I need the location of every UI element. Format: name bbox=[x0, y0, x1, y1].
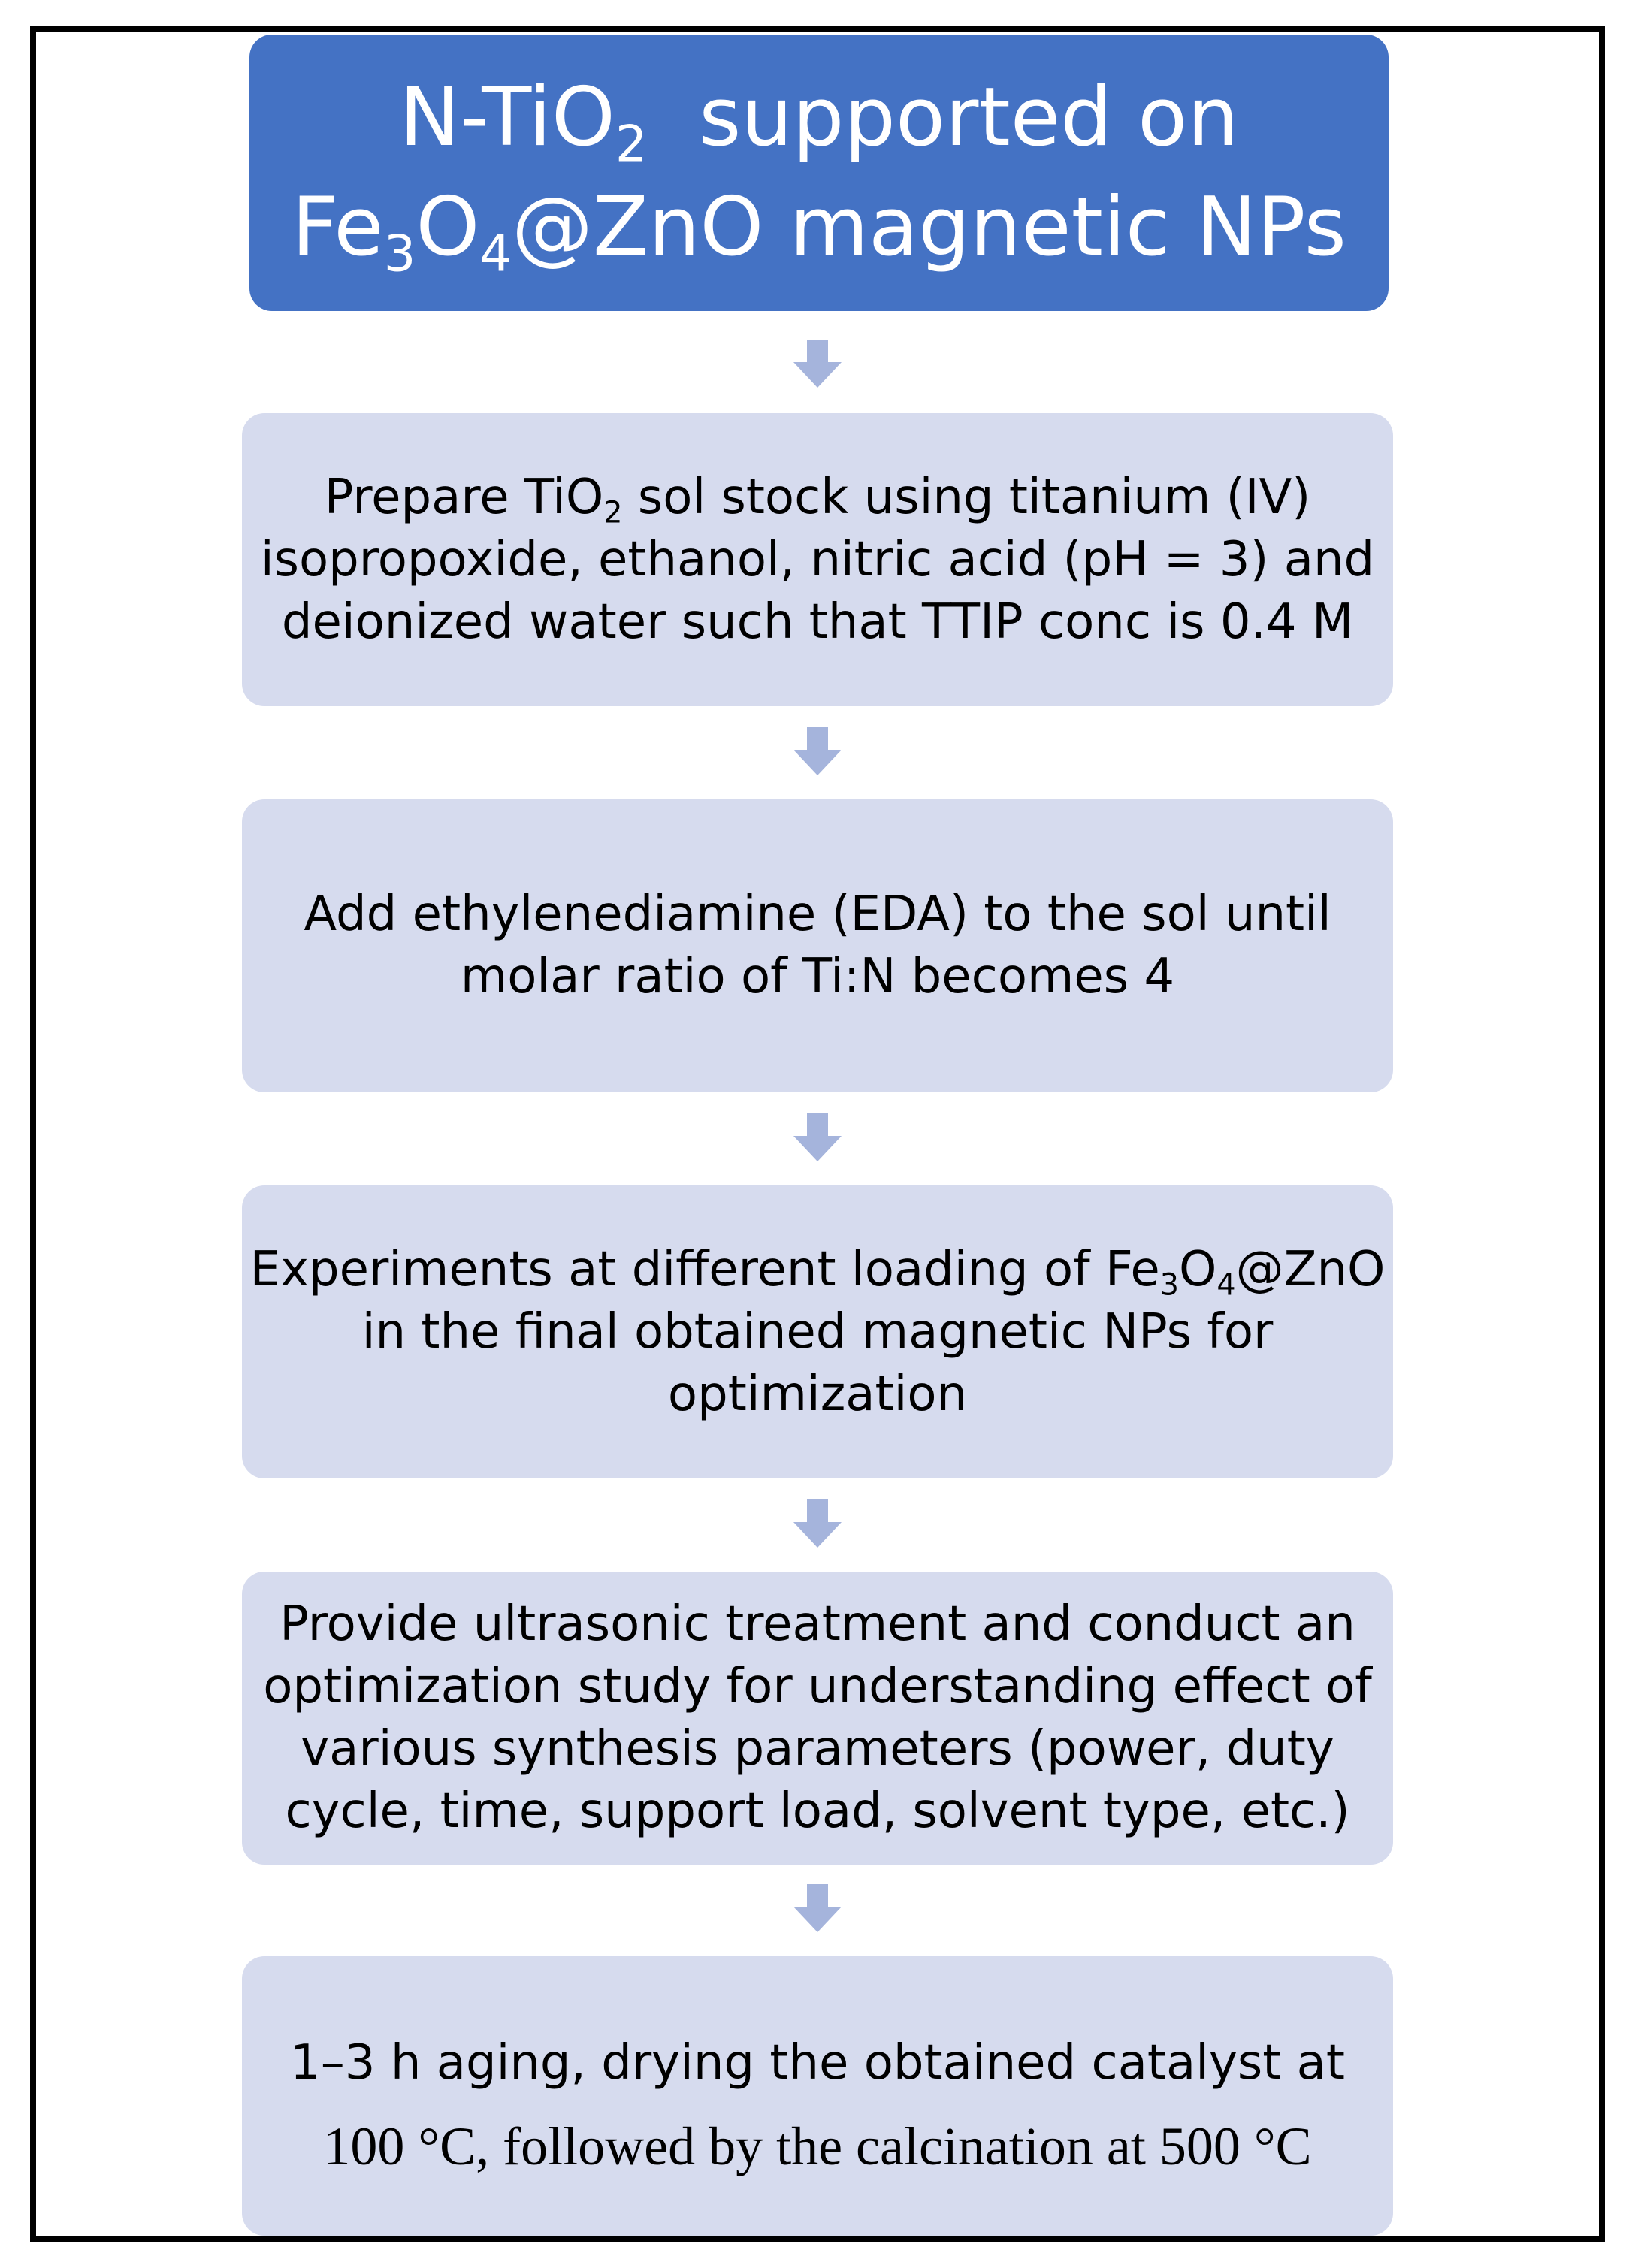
step-line: Experiments at different loading of Fe bbox=[249, 1241, 1160, 1297]
title-line2-part: O bbox=[416, 180, 480, 274]
step-text-2 bbox=[281, 883, 1353, 1008]
step-line: 1–3 h aging, drying the obtained catalyst at bbox=[290, 2035, 1345, 2091]
step-box-2 bbox=[242, 799, 1393, 1092]
title-line2-part: @ZnO magnetic NPs bbox=[511, 180, 1346, 274]
step-text-4 bbox=[240, 1593, 1394, 1843]
step-text-5 bbox=[267, 2024, 1368, 2191]
step-line: cycle, time, support load, solvent type, etc.) bbox=[285, 1783, 1350, 1839]
step-subscript: 4 bbox=[1216, 1267, 1236, 1303]
step-box-1 bbox=[242, 413, 1393, 706]
step-line: Prepare TiO bbox=[324, 469, 604, 525]
step-line: in the final obtained magnetic NPs for bbox=[361, 1303, 1274, 1360]
step-box-3 bbox=[242, 1185, 1393, 1478]
step-subscript: 2 bbox=[603, 495, 623, 530]
step-line: O bbox=[1178, 1241, 1217, 1297]
step-line: deionized water such that TTIP conc is 0.4 M bbox=[281, 593, 1354, 650]
title-text bbox=[292, 63, 1346, 282]
title-box bbox=[249, 35, 1389, 311]
title-subscript: 4 bbox=[479, 224, 512, 283]
step-line: various synthesis parameters (power, duty bbox=[301, 1721, 1334, 1777]
down-arrow-icon bbox=[793, 1499, 842, 1548]
step-line: @ZnO bbox=[1235, 1241, 1386, 1297]
step-line: Provide ultrasonic treatment and conduct an bbox=[280, 1596, 1355, 1652]
down-arrow-icon bbox=[793, 1884, 842, 1932]
step-text-3 bbox=[228, 1239, 1408, 1426]
title-line1-part: N-TiO bbox=[399, 71, 615, 165]
title-subscript: 2 bbox=[615, 114, 648, 174]
step-line: optimization study for understanding effect of bbox=[263, 1659, 1372, 1714]
down-arrow-icon bbox=[793, 340, 842, 388]
down-arrow-icon bbox=[793, 1113, 842, 1161]
step-text-1 bbox=[238, 467, 1397, 654]
step-line: optimization bbox=[667, 1366, 968, 1422]
title-subscript: 3 bbox=[383, 224, 416, 283]
down-arrow-icon bbox=[793, 727, 842, 775]
step-line: Add ethylenediamine (EDA) to the sol until bbox=[304, 886, 1331, 942]
step-line: sol stock using titanium (IV) bbox=[622, 469, 1311, 525]
title-line1-part: supported on bbox=[647, 71, 1239, 165]
step-box-5 bbox=[242, 1956, 1393, 2236]
step-line: molar ratio of Ti:N becomes 4 bbox=[460, 949, 1175, 1004]
step-subscript: 3 bbox=[1159, 1267, 1179, 1303]
step-line: isopropoxide, ethanol, nitric acid (pH = 3) and bbox=[260, 531, 1375, 587]
step-box-4 bbox=[242, 1572, 1393, 1865]
step-line: 100 °C, followed by the calcination at 500 °C bbox=[323, 2116, 1312, 2176]
title-line2-part: Fe bbox=[292, 180, 384, 274]
